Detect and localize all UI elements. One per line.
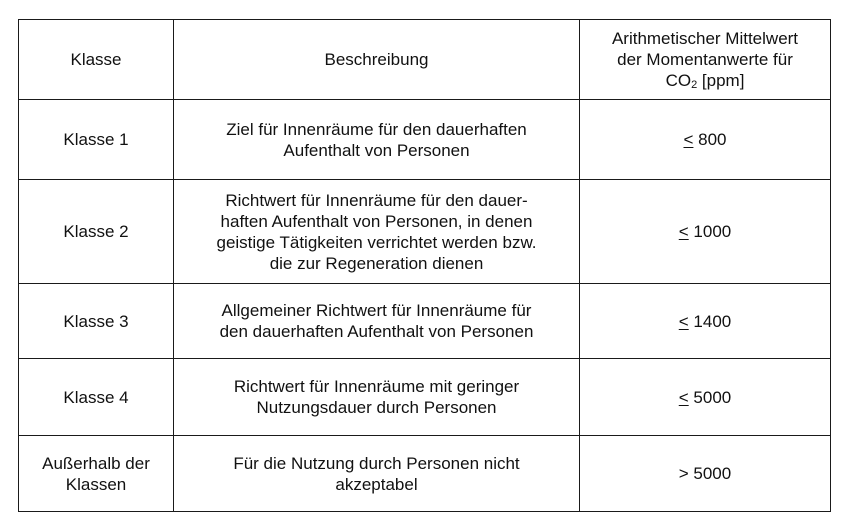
- table-row: [19, 100, 831, 180]
- table-row: [19, 180, 831, 284]
- wert-value: 800: [693, 130, 727, 149]
- co2-classes-table: [18, 19, 831, 512]
- wert-value: 1400: [688, 311, 732, 331]
- beschreibung-line: Allgemeiner Richtwert für Innenräume für: [221, 301, 532, 320]
- less-equal-symbol: <: [683, 130, 694, 149]
- header-mittelwert: [580, 20, 831, 100]
- header-mittelwert-line1: Arithmetischer Mittelwert: [611, 29, 799, 48]
- header-mittelwert-line3: [588, 70, 822, 91]
- beschreibung-line: haften Aufenthalt von Personen, in denen: [220, 211, 533, 231]
- beschreibung-line: Richtwert für Innenräume mit geringer: [233, 377, 520, 396]
- cell-wert: [580, 180, 831, 284]
- table-row: [19, 359, 831, 436]
- header-mittelwert-line2: der Momentanwerte für: [617, 50, 793, 69]
- beschreibung-line: Nutzungsdauer durch Personen: [256, 398, 497, 417]
- cell-beschreibung: [174, 284, 580, 359]
- cell-wert: [580, 284, 831, 359]
- less-equal-symbol: <: [678, 222, 689, 241]
- beschreibung-line: den dauerhaften Aufenthalt von Personen: [219, 322, 534, 341]
- cell-klasse: Klasse 2: [19, 180, 174, 284]
- cell-klasse: Klasse 3: [19, 284, 174, 359]
- header-unit: [ppm]: [697, 71, 745, 90]
- table-header-row: [19, 20, 831, 100]
- cell-beschreibung: [174, 100, 580, 180]
- header-klasse: Klasse: [19, 20, 174, 100]
- less-equal-symbol: <: [678, 311, 689, 331]
- beschreibung-line: Aufenthalt von Personen: [283, 140, 470, 160]
- table-row: [19, 436, 831, 512]
- wert-value: 5000: [688, 387, 732, 407]
- beschreibung-line: Ziel für Innenräume für den dauerhaften: [226, 119, 527, 139]
- wert-value: 1000: [688, 222, 732, 241]
- beschreibung-line: geistige Tätigkeiten verrichtet werden bzw.: [216, 232, 537, 252]
- cell-wert: [580, 359, 831, 436]
- beschreibung-line: die zur Regeneration dienen: [269, 253, 484, 273]
- header-co2-subscript: 2: [691, 79, 698, 91]
- header-beschreibung: Beschreibung: [174, 20, 580, 100]
- beschreibung-line: akzeptabel: [335, 474, 418, 494]
- cell-klasse: Klasse 1: [19, 100, 174, 180]
- klasse-line: Klassen: [65, 474, 127, 494]
- cell-beschreibung: [174, 359, 580, 436]
- less-equal-symbol: <: [678, 387, 689, 407]
- beschreibung-line: Richtwert für Innenräume für den dauer-: [225, 190, 528, 210]
- cell-klasse: [19, 436, 174, 512]
- cell-wert: > 5000: [580, 436, 831, 512]
- beschreibung-line: Für die Nutzung durch Personen nicht: [233, 453, 520, 473]
- cell-beschreibung: [174, 180, 580, 284]
- table-row: [19, 284, 831, 359]
- cell-wert: [580, 100, 831, 180]
- cell-beschreibung: [174, 436, 580, 512]
- cell-klasse: Klasse 4: [19, 359, 174, 436]
- klasse-line: Außerhalb der: [42, 453, 150, 473]
- header-co: CO: [665, 71, 692, 90]
